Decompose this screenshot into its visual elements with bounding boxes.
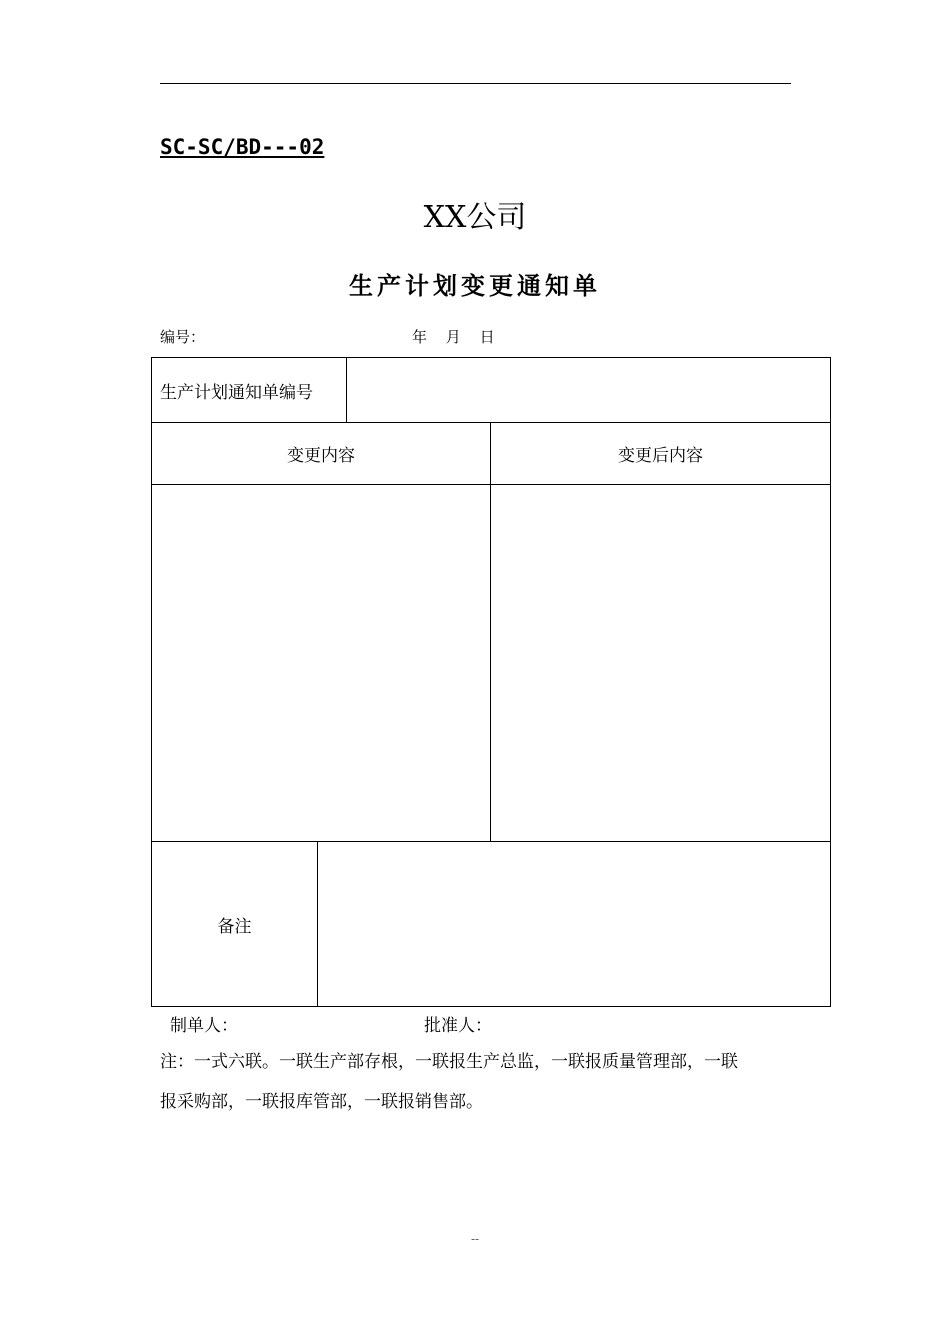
day-label: 日 xyxy=(479,328,495,346)
remarks-field[interactable] xyxy=(317,841,831,1007)
remarks-label-cell xyxy=(151,841,318,1007)
change-content-header xyxy=(151,422,491,485)
distribution-note xyxy=(160,1042,800,1122)
date-label xyxy=(412,326,509,347)
note-line-1: 注：一式六联。一联生产部存根，一联报生产总监，一联报质量管理部，一联 xyxy=(160,1052,738,1072)
header-rule xyxy=(160,83,791,84)
page-mark: -- xyxy=(470,1232,480,1246)
note-line-2: 报采购部，一联报库管部，一联报销售部。 xyxy=(160,1092,483,1112)
company-name: XX公司 xyxy=(423,200,527,235)
approver-label: 批准人： xyxy=(424,1016,492,1036)
plan-number-field[interactable] xyxy=(346,357,831,423)
number-label: 编号： xyxy=(160,328,206,346)
year-label: 年 xyxy=(412,328,428,346)
form-title: 生产计划变更通知单 xyxy=(349,272,601,300)
changed-content-label: 变更后内容 xyxy=(618,446,703,466)
changed-content-header xyxy=(490,422,831,485)
month-label: 月 xyxy=(445,328,461,346)
remarks-label: 备注 xyxy=(217,916,252,937)
change-content-field[interactable] xyxy=(151,484,491,842)
change-content-label: 变更内容 xyxy=(287,446,355,466)
preparer-label: 制单人： xyxy=(170,1016,238,1036)
changed-content-field[interactable] xyxy=(490,484,831,842)
document-code: SC-SC/BD---02 xyxy=(160,135,325,159)
plan-number-label: 生产计划通知单编号 xyxy=(160,382,313,403)
plan-number-label-cell xyxy=(151,357,347,423)
